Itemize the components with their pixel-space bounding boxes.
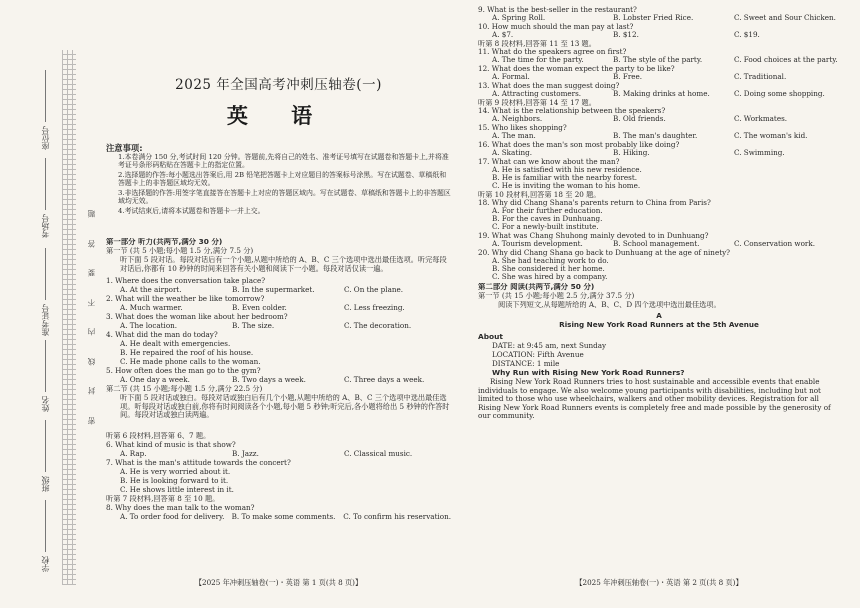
part1-heading: 第一部分 听力(共两节,满分 30 分) bbox=[106, 238, 223, 246]
question-10: 10. How much should the man pay at last? bbox=[478, 23, 634, 31]
field-name: 姓名 bbox=[38, 340, 52, 412]
page-2 bbox=[478, 0, 840, 608]
page-footer-2: 【2025 年冲刺压轴卷(一)・英语 第 2 页(共 8 页)】 bbox=[575, 578, 743, 587]
question-18-option-b: B. For the caves in Dunhuang. bbox=[492, 215, 603, 223]
subject-title: 英 语 bbox=[226, 104, 331, 128]
field-exam-room: 考场号 bbox=[38, 158, 52, 238]
material-8-note: 听第 8 段材料,回答第 11 至 13 题。 bbox=[478, 40, 596, 48]
question-1-options: A. At the airport. B. In the supermarket. C. On the plane. bbox=[120, 286, 404, 294]
material-7-note: 听第 7 段材料,回答第 8 至 10 题。 bbox=[106, 495, 220, 503]
notice-item: 3.非选择题的作答:用签字笔直接答在答题卡上对应的答题区域内。写在试题卷、草稿纸和答题卡上的非答题区域均无效。 bbox=[118, 189, 451, 206]
section2-heading: 第二节 (共 15 小题;每小题 1.5 分,满分 22.5 分) bbox=[106, 385, 263, 393]
question-16-options: A. Skating. B. Hiking. C. Swimming. bbox=[492, 149, 785, 157]
event-location: LOCATION: Fifth Avenue bbox=[492, 351, 584, 359]
question-20-option-a: A. She had teaching work to do. bbox=[492, 257, 609, 265]
seal-word: 答 bbox=[86, 239, 96, 247]
question-11-options: A. The time for the party. B. The style of the party. C. Food choices at the party. bbox=[492, 56, 838, 64]
event-distance: DISTANCE: 1 mile bbox=[492, 360, 560, 368]
event-date: DATE: at 9:45 am, next Sunday bbox=[492, 342, 607, 350]
passage-title: Rising New York Road Runners at the 5th Avenue bbox=[559, 321, 759, 329]
question-20: 20. Why did Chang Shana go back to Dunhuang at the age of ninety? bbox=[478, 249, 730, 257]
field-admission-number: 准考证号 bbox=[38, 248, 52, 336]
question-6-options: A. Rap. B. Jazz. C. Classical music. bbox=[120, 450, 413, 458]
material-10-note: 听第 10 段材料,回答第 18 至 20 题。 bbox=[478, 191, 601, 199]
seal-word: 内 bbox=[86, 328, 96, 336]
question-1: 1. Where does the conversation take place? bbox=[106, 277, 266, 285]
question-4-option-b: B. He repaired the roof of his house. bbox=[120, 349, 254, 357]
question-10-options: A. $7. B. $12. C. $19. bbox=[492, 31, 760, 39]
exam-title: 2025 年全国高考冲刺压轴卷(一) bbox=[175, 77, 382, 93]
question-17: 17. What can we know about the man? bbox=[478, 158, 620, 166]
seal-word: 封 bbox=[86, 387, 96, 395]
question-4-option-a: A. He dealt with emergencies. bbox=[120, 340, 231, 348]
notice-item: 4.考试结束后,请将本试题卷和答题卡一并上交。 bbox=[118, 207, 265, 215]
question-16: 16. What does the man's son most probably like doing? bbox=[478, 141, 680, 149]
question-18-option-a: A. For their further education. bbox=[492, 207, 603, 215]
question-14-options: A. Neighbors. B. Old friends. C. Workmates. bbox=[492, 115, 788, 123]
field-school: 学校 bbox=[38, 500, 52, 572]
question-8-options: A. To order food for delivery. B. To make some comments. C. To confirm his reservation. bbox=[120, 513, 451, 521]
part2-heading: 第二部分 阅读(共两节,满分 50 分) bbox=[478, 283, 595, 291]
question-18-option-c: C. For a newly-built institute. bbox=[492, 223, 599, 231]
question-12-options: A. Formal. B. Free. C. Traditional. bbox=[492, 73, 787, 81]
part2-section1-heading: 第一节 (共 15 小题;每小题 2.5 分,满分 37.5 分) bbox=[478, 292, 635, 300]
question-13: 13. What does the man suggest doing? bbox=[478, 82, 620, 90]
seal-word: 线 bbox=[86, 357, 96, 365]
page-1 bbox=[106, 0, 451, 608]
question-2-options: A. Much warmer. B. Even colder. C. Less freezing. bbox=[120, 304, 405, 312]
question-17-option-b: B. He is familiar with the nearby forest. bbox=[492, 174, 637, 182]
seal-word: 要 bbox=[86, 269, 96, 277]
question-14: 14. What is the relationship between the speakers? bbox=[478, 107, 666, 115]
field-class: 班级 bbox=[38, 420, 52, 492]
question-9-options: A. Spring Roll. B. Lobster Fried Rice. C. Sweet and Sour Chicken. bbox=[492, 14, 836, 22]
seal-word: 密 bbox=[86, 416, 96, 424]
section1-heading: 第一节 (共 5 小题;每小题 1.5 分,满分 7.5 分) bbox=[106, 247, 254, 255]
seal-word: 题 bbox=[86, 210, 96, 218]
question-11: 11. What do the speakers agree on first? bbox=[478, 48, 627, 56]
question-9: 9. What is the best-seller in the restaurant? bbox=[478, 6, 637, 14]
question-3: 3. What does the woman like about her bedroom? bbox=[106, 313, 288, 321]
notice-item: 2.选择题的作答:每小题选出答案后,用 2B 铅笔把答题卡上对应题目的答案标号涂黑。写在试题卷、草稿纸和答题卡上的非答题区域均无效。 bbox=[118, 171, 447, 188]
question-4: 4. What did the man do today? bbox=[106, 331, 218, 339]
question-6: 6. What kind of music is that show? bbox=[106, 441, 236, 449]
seal-line-text bbox=[86, 210, 96, 424]
question-7-option-b: B. He is looking forward to it. bbox=[120, 477, 229, 485]
question-4-option-c: C. He made phone calls to the woman. bbox=[120, 358, 261, 366]
question-7-option-a: A. He is very worried about it. bbox=[120, 468, 231, 476]
question-5: 5. How often does the man go to the gym? bbox=[106, 367, 261, 375]
seal-word: 不 bbox=[86, 298, 96, 306]
question-7-option-c: C. He shows little interest in it. bbox=[120, 486, 234, 494]
question-19: 19. What was Chang Shuhong mainly devoted to in Dunhuang? bbox=[478, 232, 709, 240]
why-run-heading: Why Run with Rising New York Road Runners? bbox=[492, 369, 685, 377]
about-heading: About bbox=[478, 333, 503, 341]
notice-item: 1.本卷满分 150 分,考试时间 120 分钟。答题前,先将自己的姓名、准考证号填写在试题卷和答题卡上,并将准考证号条形码粘贴在答题卡上的指定位置。 bbox=[118, 153, 449, 170]
question-5-options: A. One day a week. B. Two days a week. C. Three days a week. bbox=[120, 376, 425, 384]
notice-heading: 注意事项: bbox=[106, 143, 143, 153]
material-9-note: 听第 9 段材料,回答第 14 至 17 题。 bbox=[478, 99, 596, 107]
question-3-options: A. The location. B. The size. C. The decoration. bbox=[120, 322, 412, 330]
question-15: 15. Who likes shopping? bbox=[478, 124, 567, 132]
question-18: 18. Why did Chang Shana's parents return to China from Paris? bbox=[478, 199, 711, 207]
question-20-option-b: B. She considered it her home. bbox=[492, 265, 605, 273]
question-2: 2. What will the weather be like tomorrow? bbox=[106, 295, 265, 303]
question-15-options: A. The man. B. The man's daughter. C. The woman's kid. bbox=[492, 132, 808, 140]
question-8: 8. Why does the man talk to the woman? bbox=[106, 504, 255, 512]
binding-pattern bbox=[62, 50, 76, 585]
section1-instructions: 听下面 5 段对话。每段对话后有一个小题,从题中所给的 A、B、C 三个选项中选出最佳选项。听完每段对话后,你都有 10 秒钟的时间来回答有关小题和阅读下一小题。每段对话仅读一遍。 bbox=[120, 256, 447, 273]
question-19-options: A. Tourism development. B. School management. C. Conservation work. bbox=[492, 240, 815, 248]
question-20-option-c: C. She was hired by a company. bbox=[492, 273, 608, 281]
question-7: 7. What is the man's attitude towards the concert? bbox=[106, 459, 291, 467]
passage-paragraph: Rising New York Road Runners tries to host sustainable and accessible events that enable individuals to engage. We also welcome young participants with disabilities, including but not limited to those who use wheelchairs, walkers and other mobility devices. Registration for all Rising New York Road Runners events is completely free and made possible by the generosity of our community. bbox=[478, 378, 831, 421]
field-seat-number: 座位号 bbox=[38, 70, 52, 150]
question-13-options: A. Attracting customers. B. Making drinks at home. C. Doing some shopping. bbox=[492, 90, 825, 98]
part2-section1-instructions: 阅读下列短文,从每题所给的 A、B、C、D 四个选项中选出最佳选项。 bbox=[498, 301, 721, 309]
passage-letter: A bbox=[656, 312, 662, 320]
material-6-note: 听第 6 段材料,回答第 6、7 题。 bbox=[106, 432, 211, 440]
section2-instructions: 听下面 5 段对话或独白。每段对话或独白后有几个小题,从题中所给的 A、B、C 三个选项中选出最佳选项。听每段对话或独白前,你将有时间阅读各个小题,每小题 5 秒钟;听完后,各小题将给出 5 秒钟的作答时间。每段对话或独白读两遍。 bbox=[120, 394, 450, 420]
page-footer-1: 【2025 年冲刺压轴卷(一)・英语 第 1 页(共 8 页)】 bbox=[194, 578, 363, 587]
binding-strip bbox=[0, 0, 98, 608]
question-17-option-c: C. He is inviting the woman to his home. bbox=[492, 182, 641, 190]
question-17-option-a: A. He is satisfied with his new residence. bbox=[492, 166, 642, 174]
question-12: 12. What does the woman expect the party to be like? bbox=[478, 65, 675, 73]
